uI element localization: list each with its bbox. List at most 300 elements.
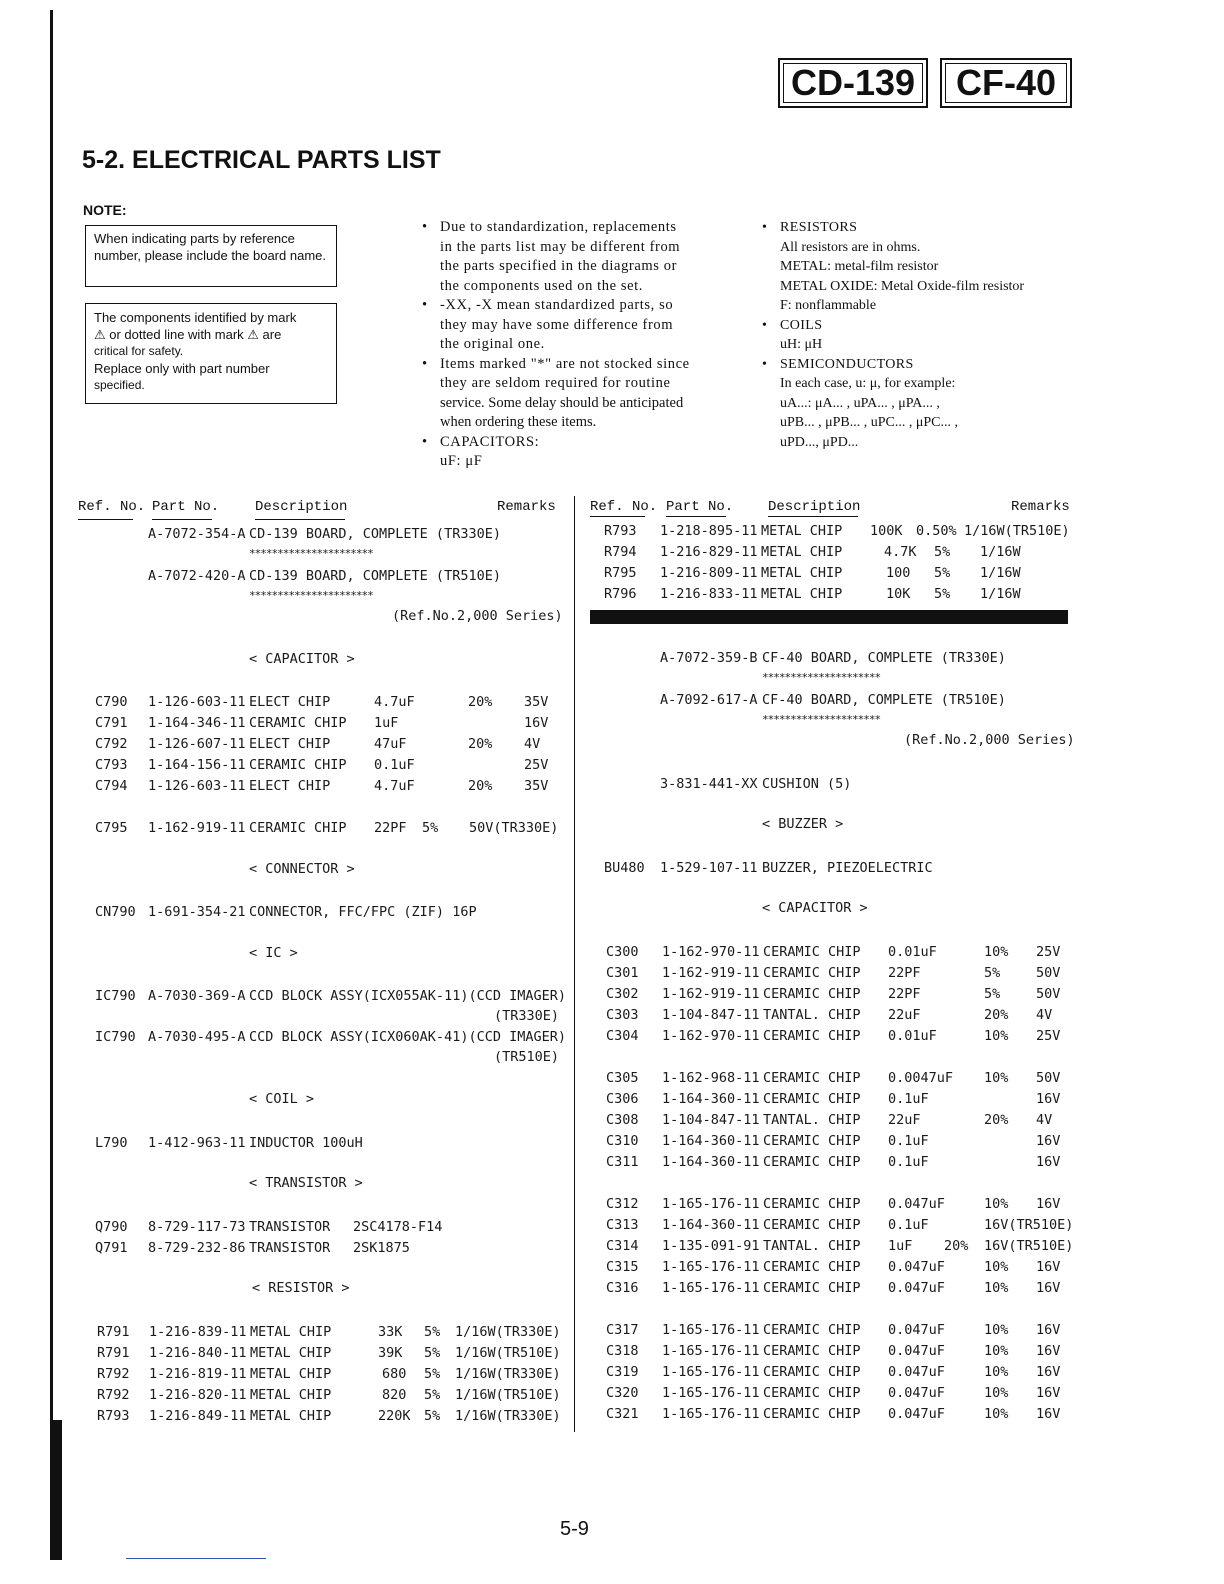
table-row <box>0 1110 1224 1131</box>
tolerance: 10% <box>984 1385 1009 1401</box>
ref-number: C311 <box>606 1154 639 1170</box>
bullet-line: the parts specified in the diagrams or <box>440 258 678 274</box>
part-number: 1-162-919-11 <box>662 986 760 1002</box>
value: 0.01uF <box>888 1028 937 1044</box>
tolerance: 20% <box>944 1238 969 1254</box>
part-number: A-7072-359-B <box>660 650 758 666</box>
tolerance: 10% <box>984 1070 1009 1086</box>
part-number: 1-216-829-11 <box>660 544 758 560</box>
legend-line: uA...: μA... , uPA... , μPA... , <box>780 395 940 411</box>
header-underline <box>768 516 858 517</box>
remarks: 16V <box>1036 1196 1061 1212</box>
description: METAL CHIP <box>250 1345 332 1361</box>
ref-number: R791 <box>97 1324 130 1340</box>
ref-number: IC790 <box>95 988 136 1004</box>
description: CD-139 BOARD, COMPLETE (TR330E) <box>249 526 501 542</box>
tolerance: 20% <box>984 1112 1009 1128</box>
table-row <box>0 963 1224 984</box>
ref-number: C302 <box>606 986 639 1002</box>
note-line: specified. <box>94 378 145 392</box>
part-number: 1-165-176-11 <box>662 1280 760 1296</box>
series-note-right: (Ref.No.2,000 Series) <box>904 732 1075 748</box>
value: 0.1uF <box>888 1217 929 1233</box>
part-number: 1-165-176-11 <box>662 1196 760 1212</box>
value: 820 <box>382 1387 407 1403</box>
table-row <box>0 542 1224 563</box>
table-row-continuation <box>0 1047 574 1068</box>
remarks: 16V <box>1036 1280 1061 1296</box>
description: METAL CHIP <box>250 1366 332 1382</box>
description: METAL CHIP <box>761 523 843 539</box>
tolerance: 20% <box>468 736 493 752</box>
description: TANTAL. CHIP <box>763 1238 861 1254</box>
legend-line: uPD..., μPD... <box>780 434 859 450</box>
stars: ********************* <box>762 713 881 726</box>
part-number: A-7092-617-A <box>660 692 758 708</box>
standardization-notes <box>420 218 740 472</box>
ref-number: IC790 <box>95 1029 136 1045</box>
table-row <box>0 755 574 776</box>
tolerance: 5% <box>422 820 439 836</box>
table-row <box>0 902 574 923</box>
ref-number: C313 <box>606 1217 639 1233</box>
description: CERAMIC CHIP <box>763 965 861 981</box>
part-number: 1-162-968-11 <box>662 1070 760 1086</box>
bullet-xx-standard <box>420 296 740 355</box>
table-row <box>0 1005 1224 1026</box>
description: CERAMIC CHIP <box>763 1154 861 1170</box>
table-row <box>0 1131 1224 1152</box>
table-row <box>0 1152 1224 1173</box>
heading-connector: < CONNECTOR > <box>249 861 355 877</box>
table-row <box>0 774 1224 795</box>
remarks: 4V <box>1036 1112 1053 1128</box>
value: 0.047uF <box>888 1364 945 1380</box>
part-number: 1-164-156-11 <box>148 757 246 773</box>
remarks: 16V <box>1036 1091 1061 1107</box>
part-number: 1-529-107-11 <box>660 860 758 876</box>
description: CD-139 BOARD, COMPLETE (TR510E) <box>249 568 501 584</box>
description: CERAMIC CHIP <box>763 1028 861 1044</box>
legend-line: METAL: metal-film resistor <box>780 259 939 274</box>
legend-line: uPB... , μPB... , uPC... , μPC... , <box>780 415 959 430</box>
value: 4.7uF <box>374 778 415 794</box>
ref-number: C306 <box>606 1091 639 1107</box>
bullet-line: the components used on the set. <box>440 277 644 294</box>
remarks: 1/16W(TR510E) <box>964 523 1070 539</box>
part-number: 1-216-833-11 <box>660 586 758 602</box>
ref-number: C312 <box>606 1196 639 1212</box>
ref-number: L790 <box>95 1135 128 1151</box>
value: 0.047uF <box>888 1343 945 1359</box>
series-note-left: (Ref.No.2,000 Series) <box>392 608 563 624</box>
description: CCD BLOCK ASSY(ICX055AK-11)(CCD IMAGER) <box>249 988 566 1004</box>
part-number: 1-165-176-11 <box>662 1364 760 1380</box>
value: 0.047uF <box>888 1322 945 1338</box>
ref-number: C795 <box>95 820 128 836</box>
footer-rule <box>126 1558 266 1559</box>
table-row <box>0 734 574 755</box>
remarks: 16V <box>1036 1154 1061 1170</box>
note-line: The components identified by mark <box>94 310 297 325</box>
table-row <box>0 984 1224 1005</box>
ref-number: C310 <box>606 1133 639 1149</box>
bullet-line: • CAPACITORS: <box>440 433 540 450</box>
description: METAL CHIP <box>250 1408 332 1424</box>
remarks: 1/16W(TR510E) <box>455 1387 561 1403</box>
tolerance: 20% <box>468 694 493 710</box>
part-number: 1-216-809-11 <box>660 565 758 581</box>
description: CERAMIC CHIP <box>763 1280 861 1296</box>
header-underline <box>590 516 645 517</box>
description: ELECT CHIP <box>249 694 331 710</box>
description: CERAMIC CHIP <box>249 715 347 731</box>
part-number: 1-126-607-11 <box>148 736 246 752</box>
part-number: A-7030-495-A <box>148 1029 246 1045</box>
description: CF-40 BOARD, COMPLETE (TR330E) <box>762 650 1006 666</box>
header-underline <box>255 519 345 520</box>
remarks: 1/16W(TR330E) <box>455 1366 561 1382</box>
part-number: 1-216-819-11 <box>149 1366 247 1382</box>
tolerance: 0.50% <box>916 523 957 539</box>
tolerance: 10% <box>984 944 1009 960</box>
ref-number: C300 <box>606 944 639 960</box>
table-row <box>0 818 574 839</box>
legend-line: All resistors are in ohms. <box>780 239 921 255</box>
part-number: 1-218-895-11 <box>660 523 758 539</box>
ref-number: Q791 <box>95 1240 128 1256</box>
table-row <box>0 563 1224 584</box>
heading-capacitor-left: < CAPACITOR > <box>249 651 355 667</box>
ref-number: C315 <box>606 1259 639 1275</box>
table-row <box>0 942 1224 963</box>
ref-number: C794 <box>95 778 128 794</box>
value: 39K <box>378 1345 403 1361</box>
tolerance: 10% <box>984 1364 1009 1380</box>
tolerance: 20% <box>468 778 493 794</box>
part-number: 1-165-176-11 <box>662 1406 760 1422</box>
description: CERAMIC CHIP <box>763 1406 861 1422</box>
tolerance: 5% <box>424 1345 441 1361</box>
bullet-line: uF: μF <box>440 453 483 469</box>
legend-semiconductors: • SEMICONDUCTORS <box>760 355 1070 375</box>
remarks: 1/16W(TR330E) <box>455 1408 561 1424</box>
bullet-line: when ordering these items. <box>440 414 597 430</box>
ref-number: C319 <box>606 1364 639 1380</box>
part-number: 1-162-919-11 <box>148 820 246 836</box>
note-line: critical for safety. <box>94 344 184 358</box>
tolerance: 5% <box>984 986 1001 1002</box>
bullet-line: the original one. <box>440 336 545 352</box>
ref-number: C308 <box>606 1112 639 1128</box>
heading-ic: < IC > <box>249 945 298 961</box>
description: CONNECTOR, FFC/FPC (ZIF) 16P <box>249 904 477 920</box>
part-number: 1-164-360-11 <box>662 1133 760 1149</box>
tolerance: 5% <box>424 1408 441 1424</box>
remarks: 1/16W <box>980 565 1021 581</box>
remarks: 25V <box>1036 944 1061 960</box>
part-number: A-7072-354-A <box>148 526 246 542</box>
part-number: A-7030-369-A <box>148 988 246 1004</box>
part-number: 1-216-849-11 <box>149 1408 247 1424</box>
description: CERAMIC CHIP <box>763 1217 861 1233</box>
value: 0.1uF <box>888 1091 929 1107</box>
bullet-not-stocked <box>420 355 740 433</box>
part-number: 1-104-847-11 <box>662 1007 760 1023</box>
part-number: 1-216-820-11 <box>149 1387 247 1403</box>
description: CERAMIC CHIP <box>763 1133 861 1149</box>
value: 47uF <box>374 736 407 752</box>
value: 22PF <box>888 965 921 981</box>
model-badge-cd139: CD-139 <box>778 58 928 108</box>
tolerance: 10% <box>984 1406 1009 1422</box>
page-edge-bar-lower <box>52 1420 62 1560</box>
remarks: 16V <box>1036 1385 1061 1401</box>
bullet-line: service. Some delay should be anticipated <box>440 394 684 411</box>
ref-number: R796 <box>604 586 637 602</box>
value: 100 <box>886 565 911 581</box>
legend-line: F: nonflammable <box>780 298 877 313</box>
description: METAL CHIP <box>761 565 843 581</box>
value: 0.1uF <box>888 1154 929 1170</box>
model-badge-cf40: CF-40 <box>940 58 1072 108</box>
heading-buzzer: < BUZZER > <box>762 816 844 832</box>
part-number: 1-165-176-11 <box>662 1343 760 1359</box>
part-number: 8-729-232-86 <box>148 1240 246 1256</box>
value: 22uF <box>888 1112 921 1128</box>
part-number: 8-729-117-73 <box>148 1219 246 1235</box>
table-row <box>0 1194 1224 1215</box>
table-row <box>0 1236 1224 1257</box>
bullet-capacitors <box>420 433 740 472</box>
part-number: A-7072-420-A <box>148 568 246 584</box>
remarks: 16V <box>1036 1259 1061 1275</box>
value: 0.047uF <box>888 1280 945 1296</box>
ref-number: C792 <box>95 736 128 752</box>
ref-number: R795 <box>604 565 637 581</box>
page-number: 5-9 <box>560 1518 589 1540</box>
value: 0.047uF <box>888 1259 945 1275</box>
remarks: 50V <box>1036 965 1061 981</box>
tolerance: 10% <box>984 1343 1009 1359</box>
remarks: (TR330E) <box>494 1008 560 1024</box>
header-desc-left: Description <box>255 499 348 515</box>
bullet-line: • Due to standardization, replacements <box>440 219 677 235</box>
table-row <box>0 521 1224 542</box>
table-row <box>0 584 1224 605</box>
remarks: 25V <box>524 757 549 773</box>
value: 680 <box>382 1366 407 1382</box>
remarks: 16V <box>1036 1343 1061 1359</box>
description: CERAMIC CHIP <box>763 1385 861 1401</box>
header-underline <box>78 519 133 520</box>
legend-line: In each case, u: μ, for example: <box>780 376 956 391</box>
part-number: 1-162-970-11 <box>662 944 760 960</box>
value: 2SC4178-F14 <box>353 1219 443 1235</box>
ref-number: C303 <box>606 1007 639 1023</box>
value: 4.7K <box>884 544 917 560</box>
value: 10K <box>886 586 911 602</box>
tolerance: 5% <box>934 565 951 581</box>
header-remarks-left: Remarks <box>497 499 556 515</box>
bullet-standardization <box>420 218 740 296</box>
description: TANTAL. CHIP <box>763 1112 861 1128</box>
legend-line: uH: μH <box>780 337 823 352</box>
value: 0.0047uF <box>888 1070 954 1086</box>
remarks: 4V <box>1036 1007 1053 1023</box>
stars: ********************** <box>249 589 373 602</box>
tolerance: 5% <box>424 1387 441 1403</box>
ref-number: R792 <box>97 1387 130 1403</box>
part-number: 1-691-354-21 <box>148 904 246 920</box>
part-number: 1-216-840-11 <box>149 1345 247 1361</box>
part-number: 1-135-091-91 <box>662 1238 760 1254</box>
value: 0.01uF <box>888 944 937 960</box>
value: 0.1uF <box>374 757 415 773</box>
value: 0.047uF <box>888 1385 945 1401</box>
part-number: 1-162-970-11 <box>662 1028 760 1044</box>
ref-number: C301 <box>606 965 639 981</box>
bullet-line: they may have some difference from <box>440 316 674 333</box>
remarks: 16V(TR510E) <box>984 1217 1074 1233</box>
stars: ********************* <box>762 671 881 684</box>
ref-number: C304 <box>606 1028 639 1044</box>
remarks: 50V(TR330E) <box>469 820 559 836</box>
heading-capacitor-right: < CAPACITOR > <box>762 900 868 916</box>
table-row <box>0 858 1224 879</box>
tolerance: 10% <box>984 1196 1009 1212</box>
remarks: 16V(TR510E) <box>984 1238 1074 1254</box>
ref-number: C318 <box>606 1343 639 1359</box>
note-box-board-name: When indicating parts by reference number, please include the board name. <box>85 225 337 287</box>
value: 33K <box>378 1324 403 1340</box>
description: BUZZER, PIEZOELECTRIC <box>762 860 933 876</box>
description: ELECT CHIP <box>249 778 331 794</box>
description: CERAMIC CHIP <box>763 1091 861 1107</box>
description: TRANSISTOR <box>249 1240 331 1256</box>
table-row <box>0 1383 1224 1404</box>
value: 100K <box>870 523 903 539</box>
value: 0.047uF <box>888 1196 945 1212</box>
tolerance: 20% <box>984 1007 1009 1023</box>
table-row <box>0 1320 1224 1341</box>
tolerance: 10% <box>984 1259 1009 1275</box>
value: 220K <box>378 1408 411 1424</box>
part-number: 1-412-963-11 <box>148 1135 246 1151</box>
stars: ********************** <box>249 547 373 560</box>
value: 22PF <box>888 986 921 1002</box>
header-part-right: Part No. <box>666 499 734 515</box>
remarks: 35V <box>524 694 549 710</box>
part-number: 1-164-346-11 <box>148 715 246 731</box>
ref-number: C790 <box>95 694 128 710</box>
ref-number: R793 <box>97 1408 130 1424</box>
description: CERAMIC CHIP <box>763 944 861 960</box>
description: CERAMIC CHIP <box>763 1364 861 1380</box>
remarks: 1/16W <box>980 544 1021 560</box>
note-label: NOTE: <box>83 202 127 218</box>
header-underline <box>152 519 212 520</box>
table-row <box>0 690 1224 711</box>
value: 22PF <box>374 820 407 836</box>
tolerance: 5% <box>934 544 951 560</box>
description: CERAMIC CHIP <box>763 1259 861 1275</box>
ref-number: R794 <box>604 544 637 560</box>
description: CERAMIC CHIP <box>763 1196 861 1212</box>
ref-number: C316 <box>606 1280 639 1296</box>
description: CERAMIC CHIP <box>249 820 347 836</box>
table-row <box>0 1278 1224 1299</box>
description: CF-40 BOARD, COMPLETE (TR510E) <box>762 692 1006 708</box>
remarks: 16V <box>1036 1406 1061 1422</box>
remarks: 50V <box>1036 1070 1061 1086</box>
tolerance: 5% <box>934 586 951 602</box>
remarks: 16V <box>1036 1322 1061 1338</box>
part-number: 3-831-441-XX <box>660 776 758 792</box>
header-desc-right: Description <box>768 499 861 515</box>
remarks: 16V <box>524 715 549 731</box>
tolerance: 5% <box>424 1366 441 1382</box>
table-row <box>0 1215 1224 1236</box>
legend-coils: • COILS <box>760 316 1070 336</box>
ref-number: C314 <box>606 1238 639 1254</box>
bullet-line: they are seldom required for routine <box>440 375 671 391</box>
table-row <box>0 648 1224 669</box>
description: CERAMIC CHIP <box>763 1070 861 1086</box>
heading-resistor: < RESISTOR > <box>252 1280 350 1296</box>
remarks: 16V <box>1036 1133 1061 1149</box>
value: 1uF <box>888 1238 913 1254</box>
note-box-safety <box>85 303 337 404</box>
legend-resistors: • RESISTORS <box>760 218 1070 238</box>
header-remarks-right: Remarks <box>1011 499 1070 515</box>
unit-legend <box>760 218 1070 452</box>
description: CERAMIC CHIP <box>763 1322 861 1338</box>
remarks: 16V <box>1036 1364 1061 1380</box>
part-number: 1-165-176-11 <box>662 1322 760 1338</box>
note-line: ⚠ or dotted line with mark ⚠ are <box>94 327 282 342</box>
ref-number: R793 <box>604 523 637 539</box>
remarks: 4V <box>524 736 541 752</box>
part-number: 1-165-176-11 <box>662 1259 760 1275</box>
remarks: 1/16W(TR510E) <box>455 1345 561 1361</box>
header-part-left: Part No. <box>152 499 220 515</box>
description: INDUCTOR 100uH <box>249 1135 363 1151</box>
table-row <box>0 1026 1224 1047</box>
header-ref-right: Ref. No. <box>590 499 658 515</box>
tolerance: 10% <box>984 1028 1009 1044</box>
description: CERAMIC CHIP <box>763 986 861 1002</box>
heading-coil: < COIL > <box>249 1091 315 1107</box>
table-row <box>0 1257 1224 1278</box>
description: METAL CHIP <box>250 1387 332 1403</box>
description: CERAMIC CHIP <box>249 757 347 773</box>
description: CUSHION (5) <box>762 776 852 792</box>
description: CCD BLOCK ASSY(ICX060AK-41)(CCD IMAGER) <box>249 1029 566 1045</box>
legend-line: METAL OXIDE: Metal Oxide-film resistor <box>780 278 1025 294</box>
tolerance: 10% <box>984 1280 1009 1296</box>
remarks: 1/16W(TR330E) <box>455 1324 561 1340</box>
remarks: 1/16W <box>980 586 1021 602</box>
ref-number: R792 <box>97 1366 130 1382</box>
header-underline <box>666 516 726 517</box>
part-number: 1-164-360-11 <box>662 1154 760 1170</box>
remarks: 25V <box>1036 1028 1061 1044</box>
remarks: 35V <box>524 778 549 794</box>
table-row <box>0 1341 1224 1362</box>
description: METAL CHIP <box>250 1324 332 1340</box>
bullet-line: in the parts list may be different from <box>440 238 681 255</box>
